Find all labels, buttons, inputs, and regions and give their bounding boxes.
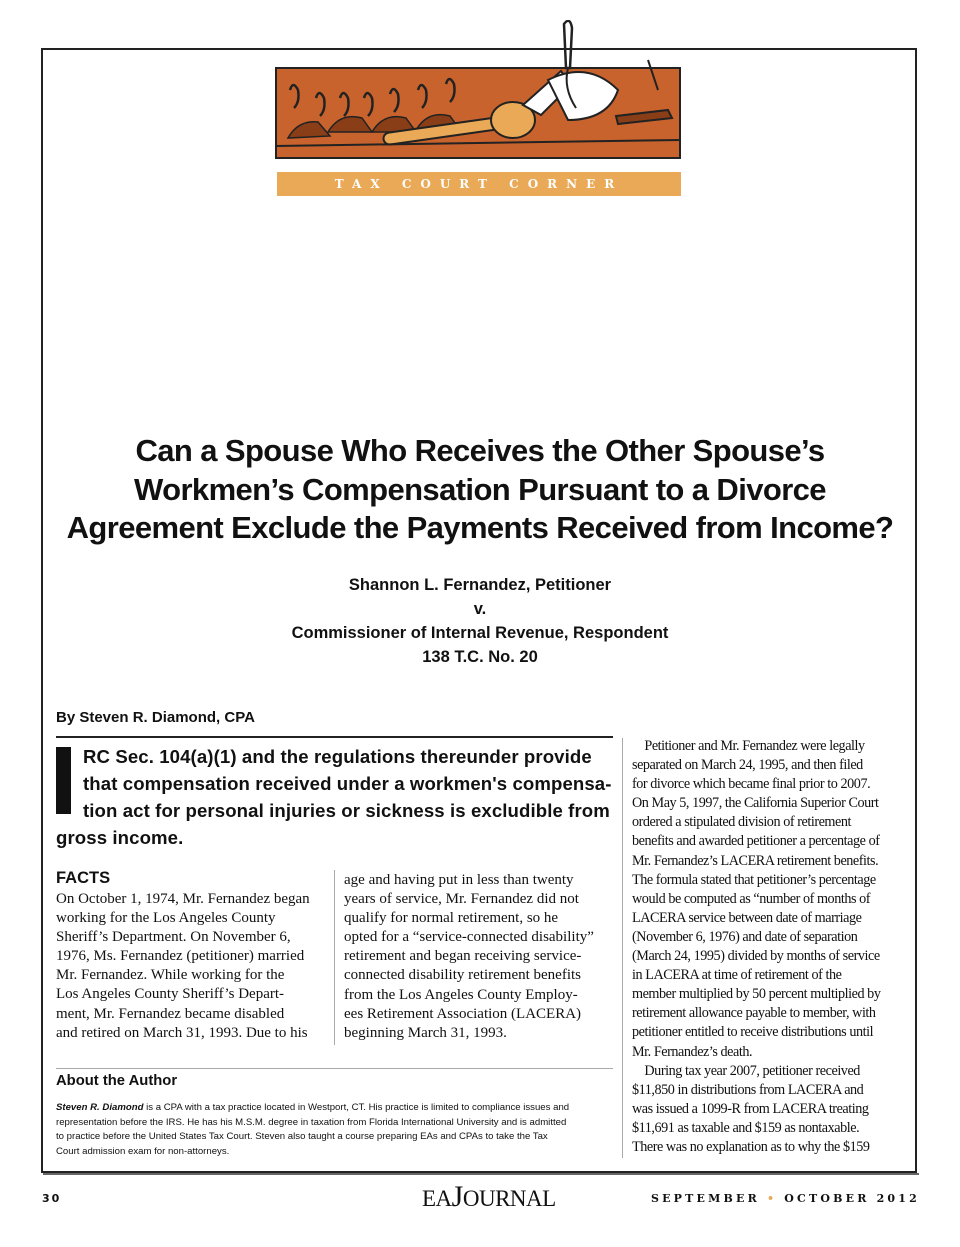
text-line: petitioner entitled to receive distributions until <box>632 1024 874 1041</box>
text-line: (November 6, 1976) and date of separation <box>632 928 858 945</box>
lead-line: that compensation received under a workmen's compensa- <box>83 773 612 794</box>
text-line: The formula stated that petitioner’s percentage <box>632 871 876 888</box>
text-line: benefits and awarded petitioner a percentage of <box>632 833 880 850</box>
text-line: ment, Mr. Fernandez became disabled <box>56 1005 285 1022</box>
text-line: separated on March 24, 1995, and then filed <box>632 757 863 774</box>
author-name: Steven R. Diamond <box>56 1102 144 1113</box>
column-divider <box>622 738 623 1158</box>
facts-heading: FACTS <box>56 869 111 887</box>
issue-separator: • <box>766 1192 778 1205</box>
about-heading: About the Author <box>56 1073 178 1089</box>
page-number: 30 <box>42 1192 62 1205</box>
case-citation <box>180 573 780 669</box>
text-line: (March 24, 1995) divided by months of service <box>632 948 880 965</box>
about-line: to practice before the United States Tax Court. Steven also taught a course preparing EAs and CPAs to take the Tax <box>56 1131 548 1142</box>
text-line: LACERA service between date of marriage <box>632 909 862 926</box>
title-line: Workmen’s Compensation Pursuant to a Divorce <box>134 471 826 507</box>
text-line: Sheriff’s Department. On November 6, <box>56 929 291 946</box>
text-line: Mr. Fernandez’s LACERA retirement benefits. <box>632 852 879 869</box>
text-line: for divorce which became final prior to 2007. <box>632 776 871 793</box>
journal-logo <box>422 1180 556 1214</box>
issue-date <box>651 1192 920 1205</box>
versus: v. <box>473 600 487 618</box>
text-line: ees Retirement Association (LACERA) <box>344 1005 582 1022</box>
column-1 <box>56 890 331 1043</box>
text-line: $11,691 as taxable and $159 as nontaxable. <box>632 1119 860 1136</box>
text-line: opted for a “service-connected disability” <box>344 929 594 946</box>
text-line: would be computed as “number of months of <box>632 890 871 907</box>
text-line: connected disability retirement benefits <box>344 967 581 984</box>
text-line: Mr. Fernandez. While working for the <box>56 967 285 984</box>
text-line: retirement and began receiving service- <box>344 948 582 965</box>
text-line: age and having put in less than twenty <box>344 872 574 888</box>
text-line: Mr. Fernandez’s death. <box>632 1043 753 1060</box>
text-line: $11,850 in distributions from LACERA and <box>632 1081 864 1098</box>
issue-month-year: OCTOBER 2012 <box>784 1192 920 1205</box>
text-line: working for the Los Angeles County <box>56 910 276 927</box>
text-line: and retired on March 31, 1993. Due to his <box>56 1024 308 1041</box>
text-line: was issued a 1099-R from LACERA treating <box>632 1100 869 1117</box>
text-line: On May 5, 1997, the California Superior Court <box>632 795 879 812</box>
text-line: There was no explanation as to why the $159 <box>632 1138 870 1155</box>
text-line: years of service, Mr. Fernandez did not <box>344 891 579 908</box>
case-number: 138 T.C. No. 20 <box>422 648 538 666</box>
lead-text <box>83 743 616 824</box>
about-line <box>56 1101 616 1116</box>
tax-court-corner-banner <box>277 172 681 196</box>
text-line: member multiplied by 50 percent multiplied by <box>632 986 881 1003</box>
text-line: in LACERA at time of retirement of the <box>632 967 842 984</box>
text-line: qualify for normal retirement, so he <box>344 910 559 927</box>
issue-month: SEPTEMBER <box>650 1192 760 1205</box>
drop-cap <box>56 747 71 814</box>
text-line: During tax year 2007, petitioner received <box>632 1062 860 1079</box>
about-text <box>56 1101 616 1159</box>
about-divider <box>56 1068 613 1069</box>
text-line: from the Los Angeles County Employ- <box>344 986 578 1003</box>
about-line: representation before the IRS. He has his M.S.M. degree in taxation from Florida International University and is admitted <box>56 1116 567 1128</box>
text-line: retirement allowance payable to member, with <box>632 1005 876 1022</box>
column-3 <box>632 737 907 1157</box>
lead-last-line: gross income. <box>56 827 184 848</box>
logo-rest: OURNAL <box>462 1186 556 1211</box>
text-line: 1976, Ms. Fernandez (petitioner) married <box>56 948 305 965</box>
text-line: Petitioner and Mr. Fernandez were legally <box>632 738 865 754</box>
title-line: Can a Spouse Who Receives the Other Spouse’s <box>135 433 825 468</box>
text-line: ordered a stipulated division of retirement <box>632 814 852 831</box>
about-line-rest: is a CPA with a tax practice located in Westport, CT. His practice is limited to compliance issues and <box>143 1102 570 1113</box>
lead-line: RC Sec. 104(a)(1) and the regulations thereunder provide <box>83 746 592 767</box>
petitioner: Shannon L. Fernandez, Petitioner <box>348 576 612 594</box>
gavel-illustration <box>268 20 688 170</box>
lead-line: tion act for personal injuries or sickness is excludible from <box>83 800 610 821</box>
text-line: On October 1, 1974, Mr. Fernandez began <box>56 891 310 907</box>
frame-shadow <box>43 1173 919 1175</box>
logo-prefix: EA <box>422 1186 452 1211</box>
logo-big-letter: J <box>451 1180 463 1213</box>
title-line: Agreement Exclude the Payments Received from Income? <box>66 510 894 545</box>
text-line: Los Angeles County Sheriff’s Depart- <box>56 986 285 1003</box>
respondent: Commissioner of Internal Revenue, Respondent <box>291 624 669 642</box>
article-title <box>55 432 905 548</box>
column-divider <box>334 870 335 1045</box>
byline: By Steven R. Diamond, CPA <box>56 709 255 726</box>
banner-label: TAX COURT CORNER <box>334 177 624 191</box>
column-2 <box>344 871 609 1043</box>
about-line: Court admission exam for non-attorneys. <box>56 1145 230 1157</box>
byline-divider <box>56 736 613 738</box>
text-line: beginning March 31, 1993. <box>344 1024 507 1041</box>
